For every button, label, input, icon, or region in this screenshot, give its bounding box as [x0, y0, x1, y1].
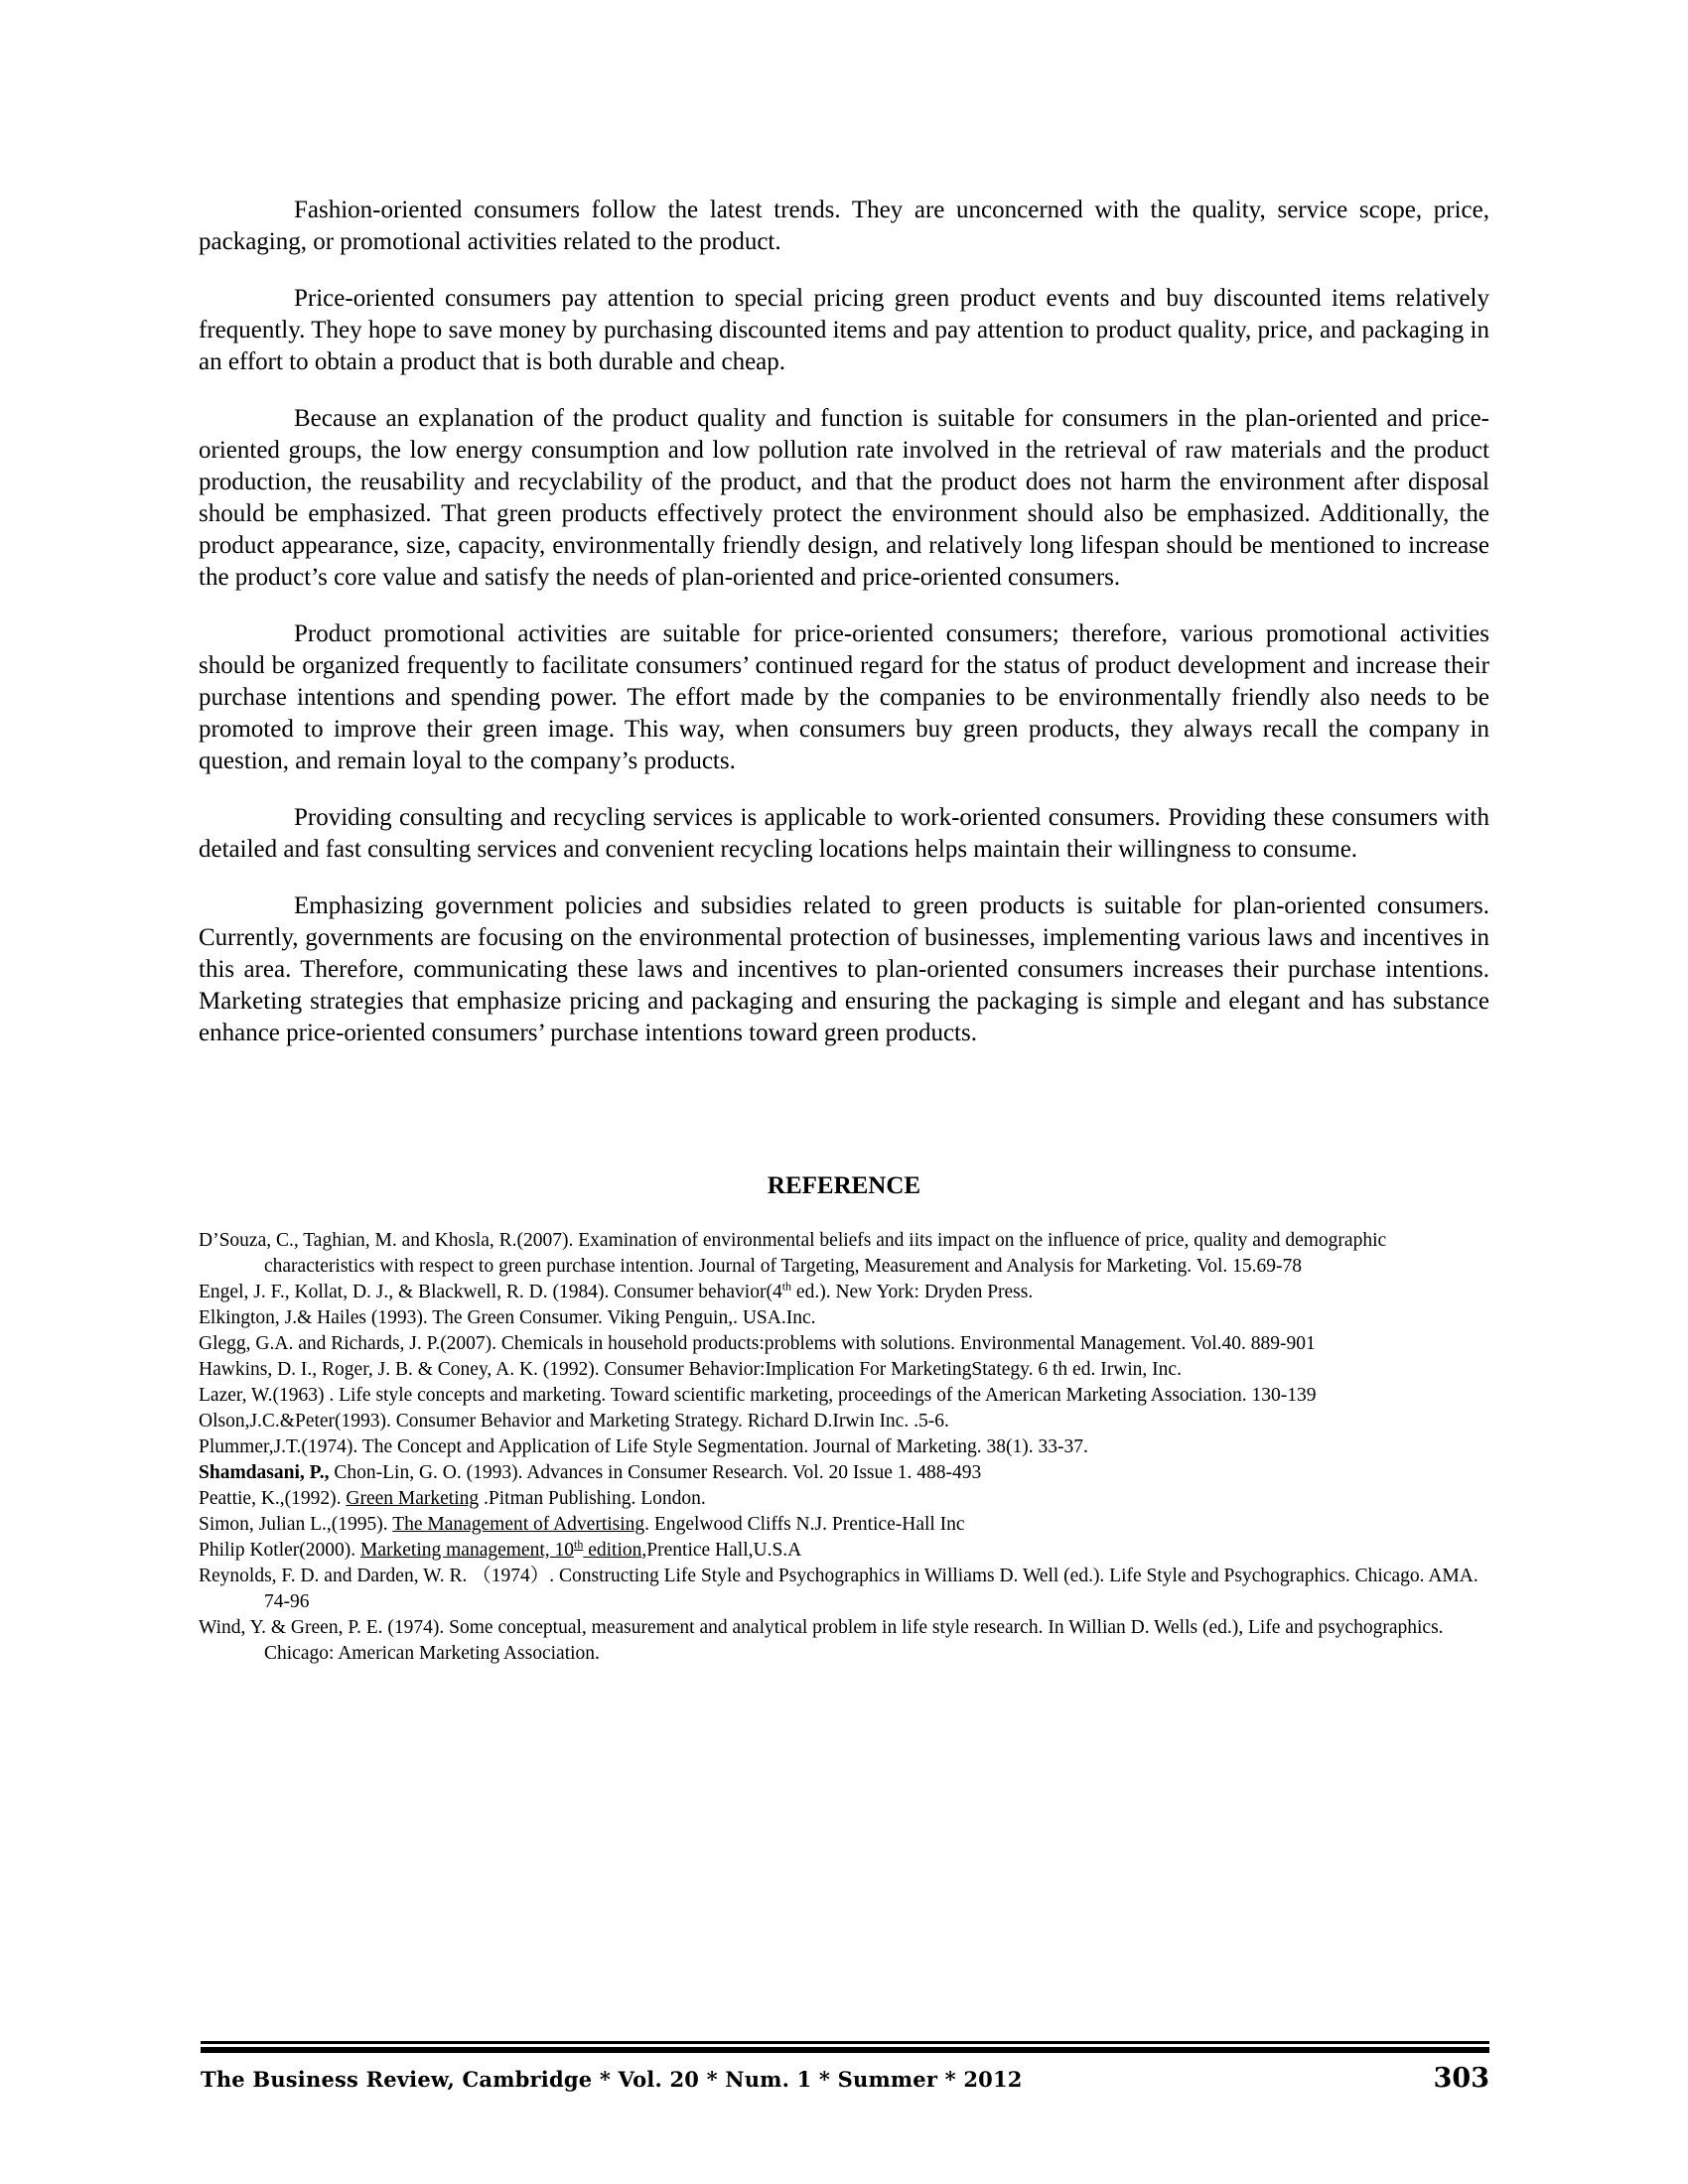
reference-author-bold: Shamdasani, P., [199, 1462, 330, 1483]
reference-text: . Engelwood Cliffs N.J. Prentice-Hall Inc [644, 1514, 965, 1535]
page-footer [201, 2063, 1489, 2097]
reference-item [199, 1512, 1489, 1538]
footer-rule [201, 2041, 1489, 2053]
reference-book-title: edition [583, 1540, 642, 1561]
reference-text: Peattie, K.,(1992). [199, 1488, 347, 1509]
reference-text: ed.). New York: Dryden Press. [791, 1282, 1034, 1302]
reference-book-title: Marketing management, 10 [360, 1540, 575, 1561]
reference-item: Elkington, J.& Hailes (1993). The Green Consumer. Viking Penguin,. USA.Inc. [199, 1307, 816, 1328]
body-text [199, 195, 1489, 1074]
reference-text: Engel, J. F., Kollat, D. J., & Blackwell, R. D. (1984). Consumer behavior(4 [199, 1282, 782, 1302]
reference-item: Lazer, W.(1963) . Life style concepts and marketing. Toward scientific marketing, proceedings of the American Marketing Association. 130-139 [199, 1385, 1317, 1406]
reference-text: .Pitman Publishing. London. [479, 1488, 706, 1509]
paragraph: Price-oriented consumers pay attention to special pricing green product events and buy discounted items relatively frequently. They hope to save money by purchasing discounted items and pay attention to product quality, price, and packaging in an effort to obtain a product that is both durable and cheap. [199, 285, 1489, 375]
reference-text: Chon-Lin, G. O. (1993). Advances in Consumer Research. Vol. 20 Issue 1. 488-493 [329, 1462, 982, 1483]
reference-item [199, 1538, 1489, 1564]
reference-item: D’Souza, C., Taghian, M. and Khosla, R.(2007). Examination of environmental beliefs and iits impact on the influence of price, quality and demographic characteristics with respect to green purchase intention. Journal of Targeting, Measurement and Analysis for Marketing. Vol. 15.69-78 [199, 1230, 1387, 1277]
reference-text: Philip Kotler(2000). [199, 1540, 361, 1561]
superscript: th [574, 1537, 584, 1552]
paragraph: Emphasizing government policies and subsidies related to green products is suitable for plan-oriented consumers. Currently, governments are focusing on the environmental protection of businesses, implementing various laws and incentives in this area. Therefore, communicating these laws and incentives to plan-oriented consumers increases their purchase intentions. Marketing strategies that emphasize pricing and packaging and ensuring the packaging is simple and elegant and has substance enhance price-oriented consumers’ purchase intentions toward green products. [199, 892, 1489, 1046]
reference-book-title: The Management of Advertising [392, 1514, 645, 1535]
reference-item: Plummer,J.T.(1974). The Concept and Application of Life Style Segmentation. Journal of Marketing. 38(1). 33-37. [199, 1436, 1088, 1457]
reference-item [199, 1486, 1489, 1512]
reference-heading: REFERENCE [767, 1172, 921, 1199]
page-number: 303 [1433, 2063, 1489, 2094]
reference-item: Hawkins, D. I., Roger, J. B. & Coney, A. K. (1992). Consumer Behavior:Implication For MarketingStategy. 6 th ed. Irwin, Inc. [199, 1359, 1182, 1380]
reference-text: Simon, Julian L.,(1995). [199, 1514, 393, 1535]
superscript: th [781, 1279, 792, 1294]
paragraph: Product promotional activities are suitable for price-oriented consumers; therefore, various promotional activities should be organized frequently to facilitate consumers’ continued regard for the status of product development and increase their purchase intentions and spending power. The effort made by the companies to be environmentally friendly also needs to be promoted to improve their green image. This way, when consumers buy green products, they always recall the company in question, and remain loyal to the company’s products. [199, 620, 1489, 774]
reference-item: Glegg, G.A. and Richards, J. P.(2007). Chemicals in household products:problems with solutions. Environmental Management. Vol.40. 889-901 [199, 1333, 1316, 1354]
footer-journal-title: The Business Review, Cambridge * Vol. 20 * Num. 1 * Summer * 2012 [201, 2067, 1023, 2092]
reference-item [199, 1460, 1489, 1486]
paragraph: Providing consulting and recycling services is applicable to work-oriented consumers. Providing these consumers with detailed and fast consulting services and convenient recycling locations helps maintain their willingness to consume. [199, 804, 1489, 863]
paragraph: Because an explanation of the product quality and function is suitable for consumers in the plan-oriented and price-oriented groups, the low energy consumption and low pollution rate involved in the retrieval of raw materials and the product production, the reusability and recyclability of the product, and that the product does not harm the environment after disposal should be emphasized. That green products effectively protect the environment should also be emphasized. Additionally, the product appearance, size, capacity, environmentally friendly design, and relatively long lifespan should be mentioned to increase the product’s core value and satisfy the needs of plan-oriented and price-oriented consumers. [199, 405, 1489, 591]
reference-list [199, 1228, 1489, 1667]
reference-book-title: Green Marketing [346, 1488, 480, 1509]
reference-item: Olson,J.C.&Peter(1993). Consumer Behavior and Marketing Strategy. Richard D.Irwin Inc. .5-6. [199, 1411, 949, 1432]
reference-text: ,Prentice Hall,U.S.A [641, 1540, 802, 1561]
reference-item: Wind, Y. & Green, P. E. (1974). Some conceptual, measurement and analytical problem in life style research. In Willian D. Wells (ed.), Life and psychographics. Chicago: American Marketing Association. [199, 1617, 1444, 1664]
paragraph: Fashion-oriented consumers follow the latest trends. They are unconcerned with the quality, service scope, price, packaging, or promotional activities related to the product. [199, 197, 1489, 255]
reference-item [199, 1280, 1489, 1305]
reference-item: Reynolds, F. D. and Darden, W. R. （1974）. Constructing Life Style and Psychographics in Williams D. Well (ed.). Life Style and Psychographics. Chicago. AMA. 74-96 [199, 1566, 1478, 1612]
